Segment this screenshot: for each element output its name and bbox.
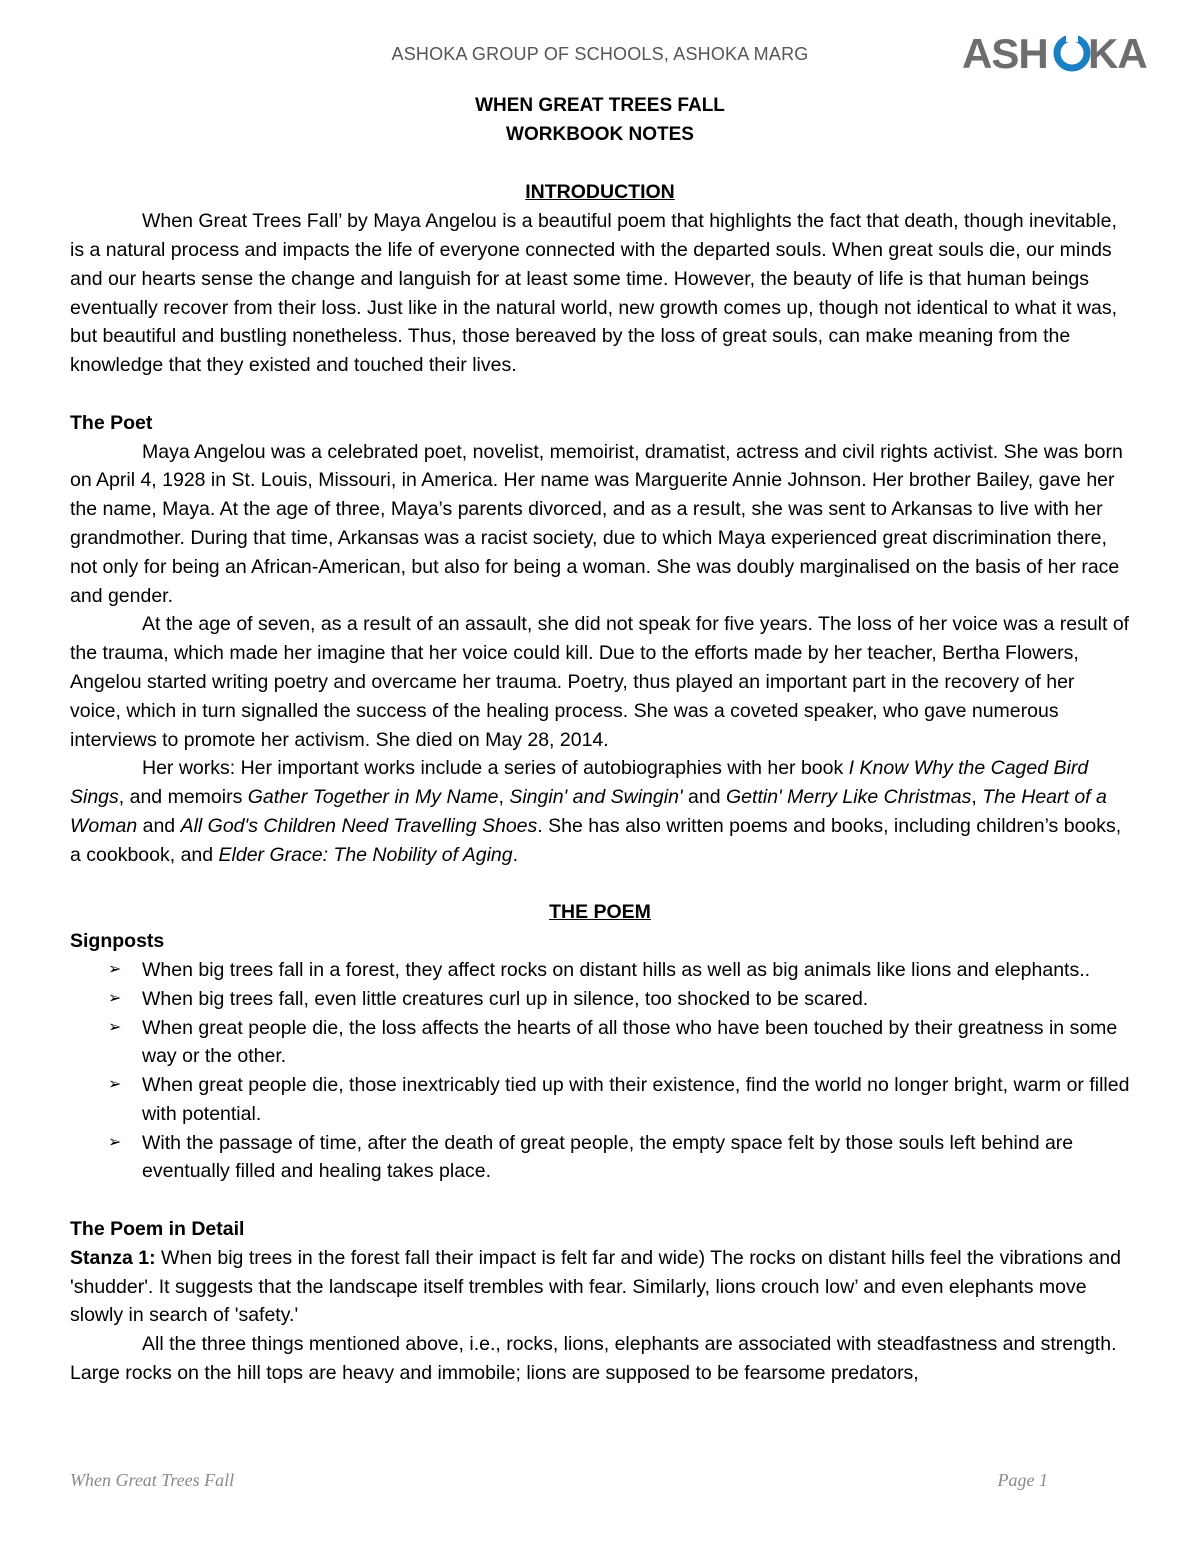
page-number: Page 1	[997, 1470, 1048, 1490]
arrow-bullet-icon: ➢	[108, 960, 122, 978]
poem-heading: THE POEM	[549, 901, 651, 924]
school-header: ASHOKA GROUP OF SCHOOLS, ASHOKA MARG	[391, 44, 809, 64]
stanza-1-paragraph-2: All the three things mentioned above, i.e., rocks, lions, elephants are associated with steadfastness and strength. Large rocks on the hill tops are heavy and immobile; lions are supposed to be fearsome predators,	[70, 1333, 1117, 1385]
stanza-1-label: Stanza 1:	[70, 1246, 156, 1269]
work-title: Singin' and Swingin'	[509, 786, 683, 809]
arrow-bullet-icon: ➢	[108, 989, 122, 1007]
arrow-bullet-icon: ➢	[108, 1018, 122, 1036]
arrow-bullet-icon: ➢	[108, 1076, 122, 1094]
footer-title: When Great Trees Fall	[70, 1470, 235, 1490]
list-item: ➢ When great people die, the loss affects the hearts of all those who have been touched by their greatness in some way or the other.	[70, 1014, 1130, 1072]
introduction-heading: INTRODUCTION	[525, 181, 675, 204]
work-title: Gather Together in My Name	[247, 786, 499, 809]
list-item: ➢ With the passage of time, after the death of great people, the empty space felt by those souls left behind are eventually filled and healing takes place.	[70, 1129, 1130, 1187]
work-title: All God's Children Need Travelling Shoes	[180, 814, 538, 837]
svg-text:ASH: ASH	[962, 30, 1048, 76]
list-item: ➢ When big trees fall in a forest, they affect rocks on distant hills as well as big animals like lions and elephants..	[70, 956, 1130, 985]
doc-title-line-1: WHEN GREAT TREES FALL	[475, 95, 725, 116]
stanza-1-paragraph: Stanza 1: When big trees in the forest fall their impact is felt far and wide) The rocks on distant hills feel the vibrations and 'shudder'. It suggests that the landscape itself trembles with fear. Similarly, lions crouch low’ and even elephants move slowly in search of 'safety.'	[70, 1246, 1121, 1327]
document-body	[70, 92, 1130, 1388]
work-title: Gettin' Merry Like Christmas	[726, 786, 972, 809]
poet-paragraph-2: At the age of seven, as a result of an assault, she did not speak for five years. The loss of her voice was a result of the trauma, which made her imagine that her voice could kill. Due to the efforts made by her teacher, Bertha Flowers, Angelou started writing poetry and overcame her trauma. Poetry, thus played an important part in the recovery of her voice, which in turn signalled the success of the healing process. She was a coveted speaker, who gave numerous interviews to promote her activism. She died on May 28, 2014.	[70, 613, 1130, 751]
work-title: Elder Grace: The Nobility of Aging	[218, 843, 513, 866]
ashoka-logo	[962, 30, 1162, 76]
introduction-paragraph: When Great Trees Fall’ by Maya Angelou is a beautiful poem that highlights the fact that death, though inevitable, is a natural process and impacts the life of everyone connected with the departed souls. When great souls die, our minds and our hearts sense the change and languish for at least some time. However, the beauty of life is that human beings eventually recover from their loss. Just like in the natural world, new growth comes up, though not identical to what it was, but beautiful and bustling nonetheless. Thus, those bereaved by the loss of great souls, can make meaning from the knowledge that they existed and touched their lives.	[70, 210, 1118, 377]
work-title: The Heart of a Woman	[70, 786, 1107, 837]
doc-title-line-2: WORKBOOK NOTES	[506, 123, 694, 145]
poet-paragraph-1: Maya Angelou was a celebrated poet, novelist, memoirist, dramatist, actress and civil rights activist. She was born on April 4, 1928 in St. Louis, Missouri, in America. Her name was Marguerite Annie Johnson. Her brother Bailey, gave her the name, Maya. At the age of three, Maya’s parents divorced, and as a result, she was sent to Arkansas to live with her grandmother. During that time, Arkansas was a racist society, due to which Maya experienced great discrimination there, not only for being an African-American, but also for being a woman. She was doubly marginalised on the basis of her race and gender.	[70, 440, 1123, 607]
work-title: I Know Why the Caged Bird Sings	[70, 757, 1089, 809]
list-item: ➢ When great people die, those inextricably tied up with their existence, find the world no longer bright, warm or filled with potential.	[70, 1071, 1130, 1129]
list-item: ➢ When big trees fall, even little creatures curl up in silence, too shocked to be scared.	[70, 985, 1130, 1014]
poet-heading: The Poet	[70, 411, 153, 434]
poet-works-paragraph: Her works: Her important works include a series of autobiographies with her book I Know Why the Caged Bird Sings, and memoirs Gather Together in My Name, Singin' and Swingin' and Gettin' Merry Like Christmas, The Heart of a Woman and All God's Children Need Travelling Shoes. She has also written poems and books, including children’s books, a cookbook, and Elder Grace: The Nobility of Aging.	[70, 757, 1122, 866]
poem-detail-heading: The Poem in Detail	[70, 1218, 245, 1241]
svg-text:KA: KA	[1088, 30, 1147, 76]
signposts-heading: Signposts	[70, 930, 165, 953]
signposts-list	[70, 956, 1130, 1186]
arrow-bullet-icon: ➢	[108, 1133, 122, 1151]
